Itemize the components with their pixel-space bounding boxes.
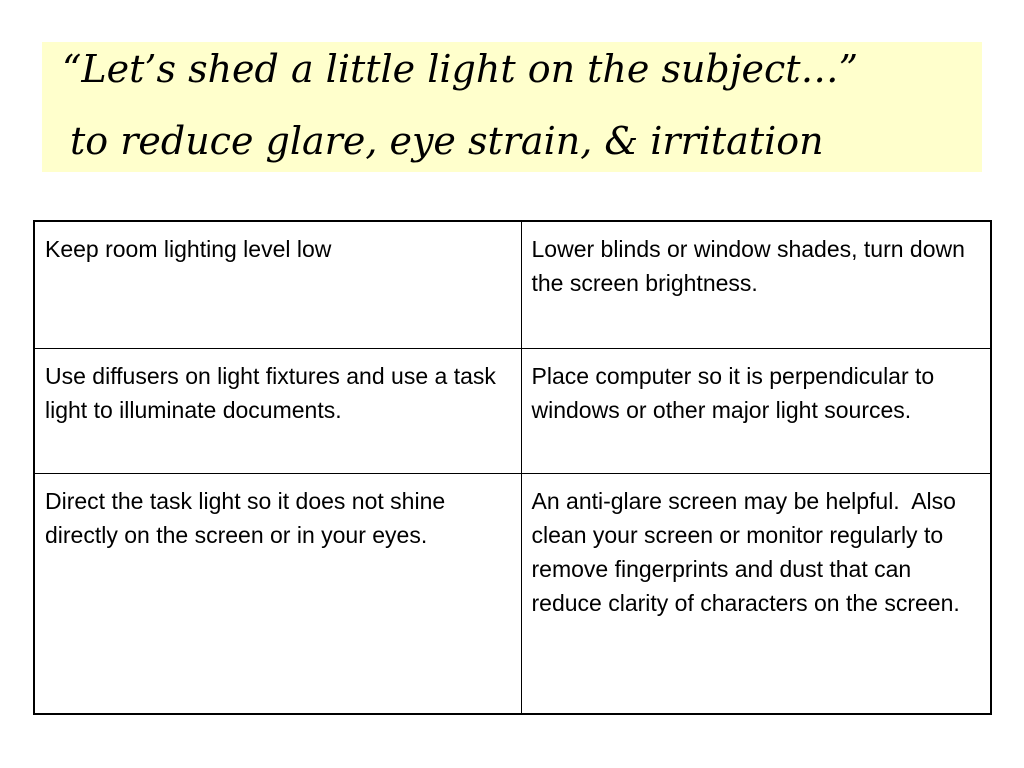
tip-cell-left: Use diffusers on light fixtures and use a task light to illuminate documents. <box>34 348 521 473</box>
tip-cell-left: Direct the task light so it does not shine directly on the screen or in your eyes. <box>34 473 521 714</box>
table-row <box>34 221 991 348</box>
tips-table <box>33 220 992 715</box>
tip-cell-right: An anti-glare screen may be helpful. Also clean your screen or monitor regularly to remove fingerprints and dust that can reduce clarity of characters on the screen. <box>521 473 991 714</box>
title-line-2: to reduce glare, eye strain, & irritation <box>70 119 824 163</box>
tip-cell-right: Lower blinds or window shades, turn down the screen brightness. <box>521 221 991 348</box>
table-row <box>34 348 991 473</box>
tip-cell-left: Keep room lighting level low <box>34 221 521 348</box>
title-line-1: “Let’s shed a little light on the subject…” <box>62 47 858 91</box>
tip-cell-right: Place computer so it is perpendicular to windows or other major light sources. <box>521 348 991 473</box>
table-row <box>34 473 991 714</box>
